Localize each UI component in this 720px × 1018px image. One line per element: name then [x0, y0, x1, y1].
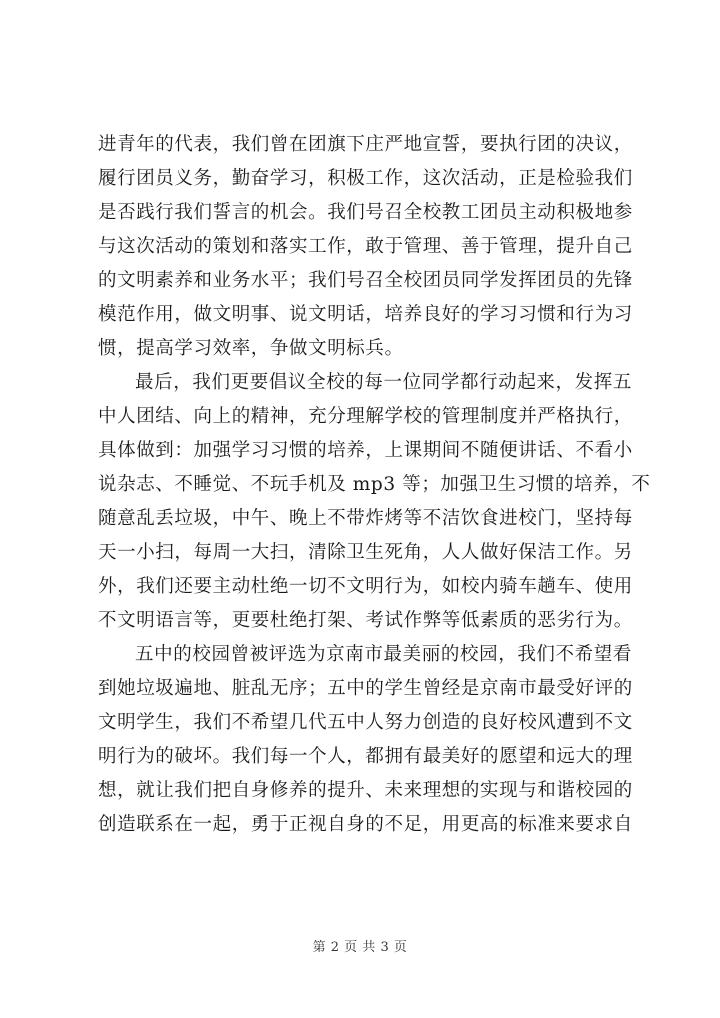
- text-line: 创造联系在一起，勇于正视自身的不足，用更高的标准来要求自: [98, 814, 633, 835]
- text-line: 文明学生，我们不希望几代五中人努力创造的良好校风遭到不文: [98, 712, 633, 733]
- text-line: 履行团员义务，勤奋学习，积极工作，这次活动，正是检验我们: [98, 168, 633, 189]
- text-line: 想，就让我们把自身修养的提升、未来理想的实现与和谐校园的: [98, 780, 633, 801]
- text-line: 模范作用，做文明事、说文明话，培养良好的学习习惯和行为习: [98, 304, 633, 325]
- text-line: 的文明素养和业务水平；我们号召全校团员同学发挥团员的先锋: [98, 270, 633, 291]
- text-line: 与这次活动的策划和落实工作，敢于管理、善于管理，提升自己: [98, 236, 633, 257]
- text-line: 明行为的破坏。我们每一个人，都拥有最美好的愿望和远大的理: [98, 746, 633, 767]
- text-line: 不文明语言等，更要杜绝打架、考试作弊等低素质的恶劣行为。: [98, 610, 633, 631]
- text-line: 最后，我们更要倡议全校的每一位同学都行动起来，发挥五: [135, 372, 632, 393]
- text-line: 是否践行我们誓言的机会。我们号召全校教工团员主动积极地参: [98, 202, 633, 223]
- body-text: [98, 128, 651, 842]
- page-number-footer: 第 2 页 共 3 页: [312, 940, 408, 955]
- text-line: 进青年的代表，我们曾在团旗下庄严地宣誓，要执行团的决议，: [98, 134, 633, 155]
- text-line: 外，我们还要主动杜绝一切不文明行为，如校内骑车趟车、使用: [98, 576, 633, 597]
- text-line: 具体做到：加强学习习惯的培养，上课期间不随便讲话、不看小: [98, 440, 633, 461]
- text-line: 惯，提高学习效率，争做文明标兵。: [98, 338, 404, 359]
- text-line: 说杂志、不睡觉、不玩手机及 mp3 等；加强卫生习惯的培养，不: [98, 474, 651, 495]
- text-line: 五中的校园曾被评选为京南市最美丽的校园，我们不希望看: [135, 644, 632, 665]
- text-line: 天一小扫，每周一大扫，清除卫生死角，人人做好保洁工作。另: [98, 542, 633, 563]
- text-line: 到她垃圾遍地、脏乱无序；五中的学生曾经是京南市最受好评的: [98, 678, 633, 699]
- text-line: 随意乱丢垃圾，中午、晚上不带炸烤等不洁饮食进校门，坚持每: [98, 508, 633, 529]
- text-line: 中人团结、向上的精神，充分理解学校的管理制度并严格执行，: [98, 406, 633, 427]
